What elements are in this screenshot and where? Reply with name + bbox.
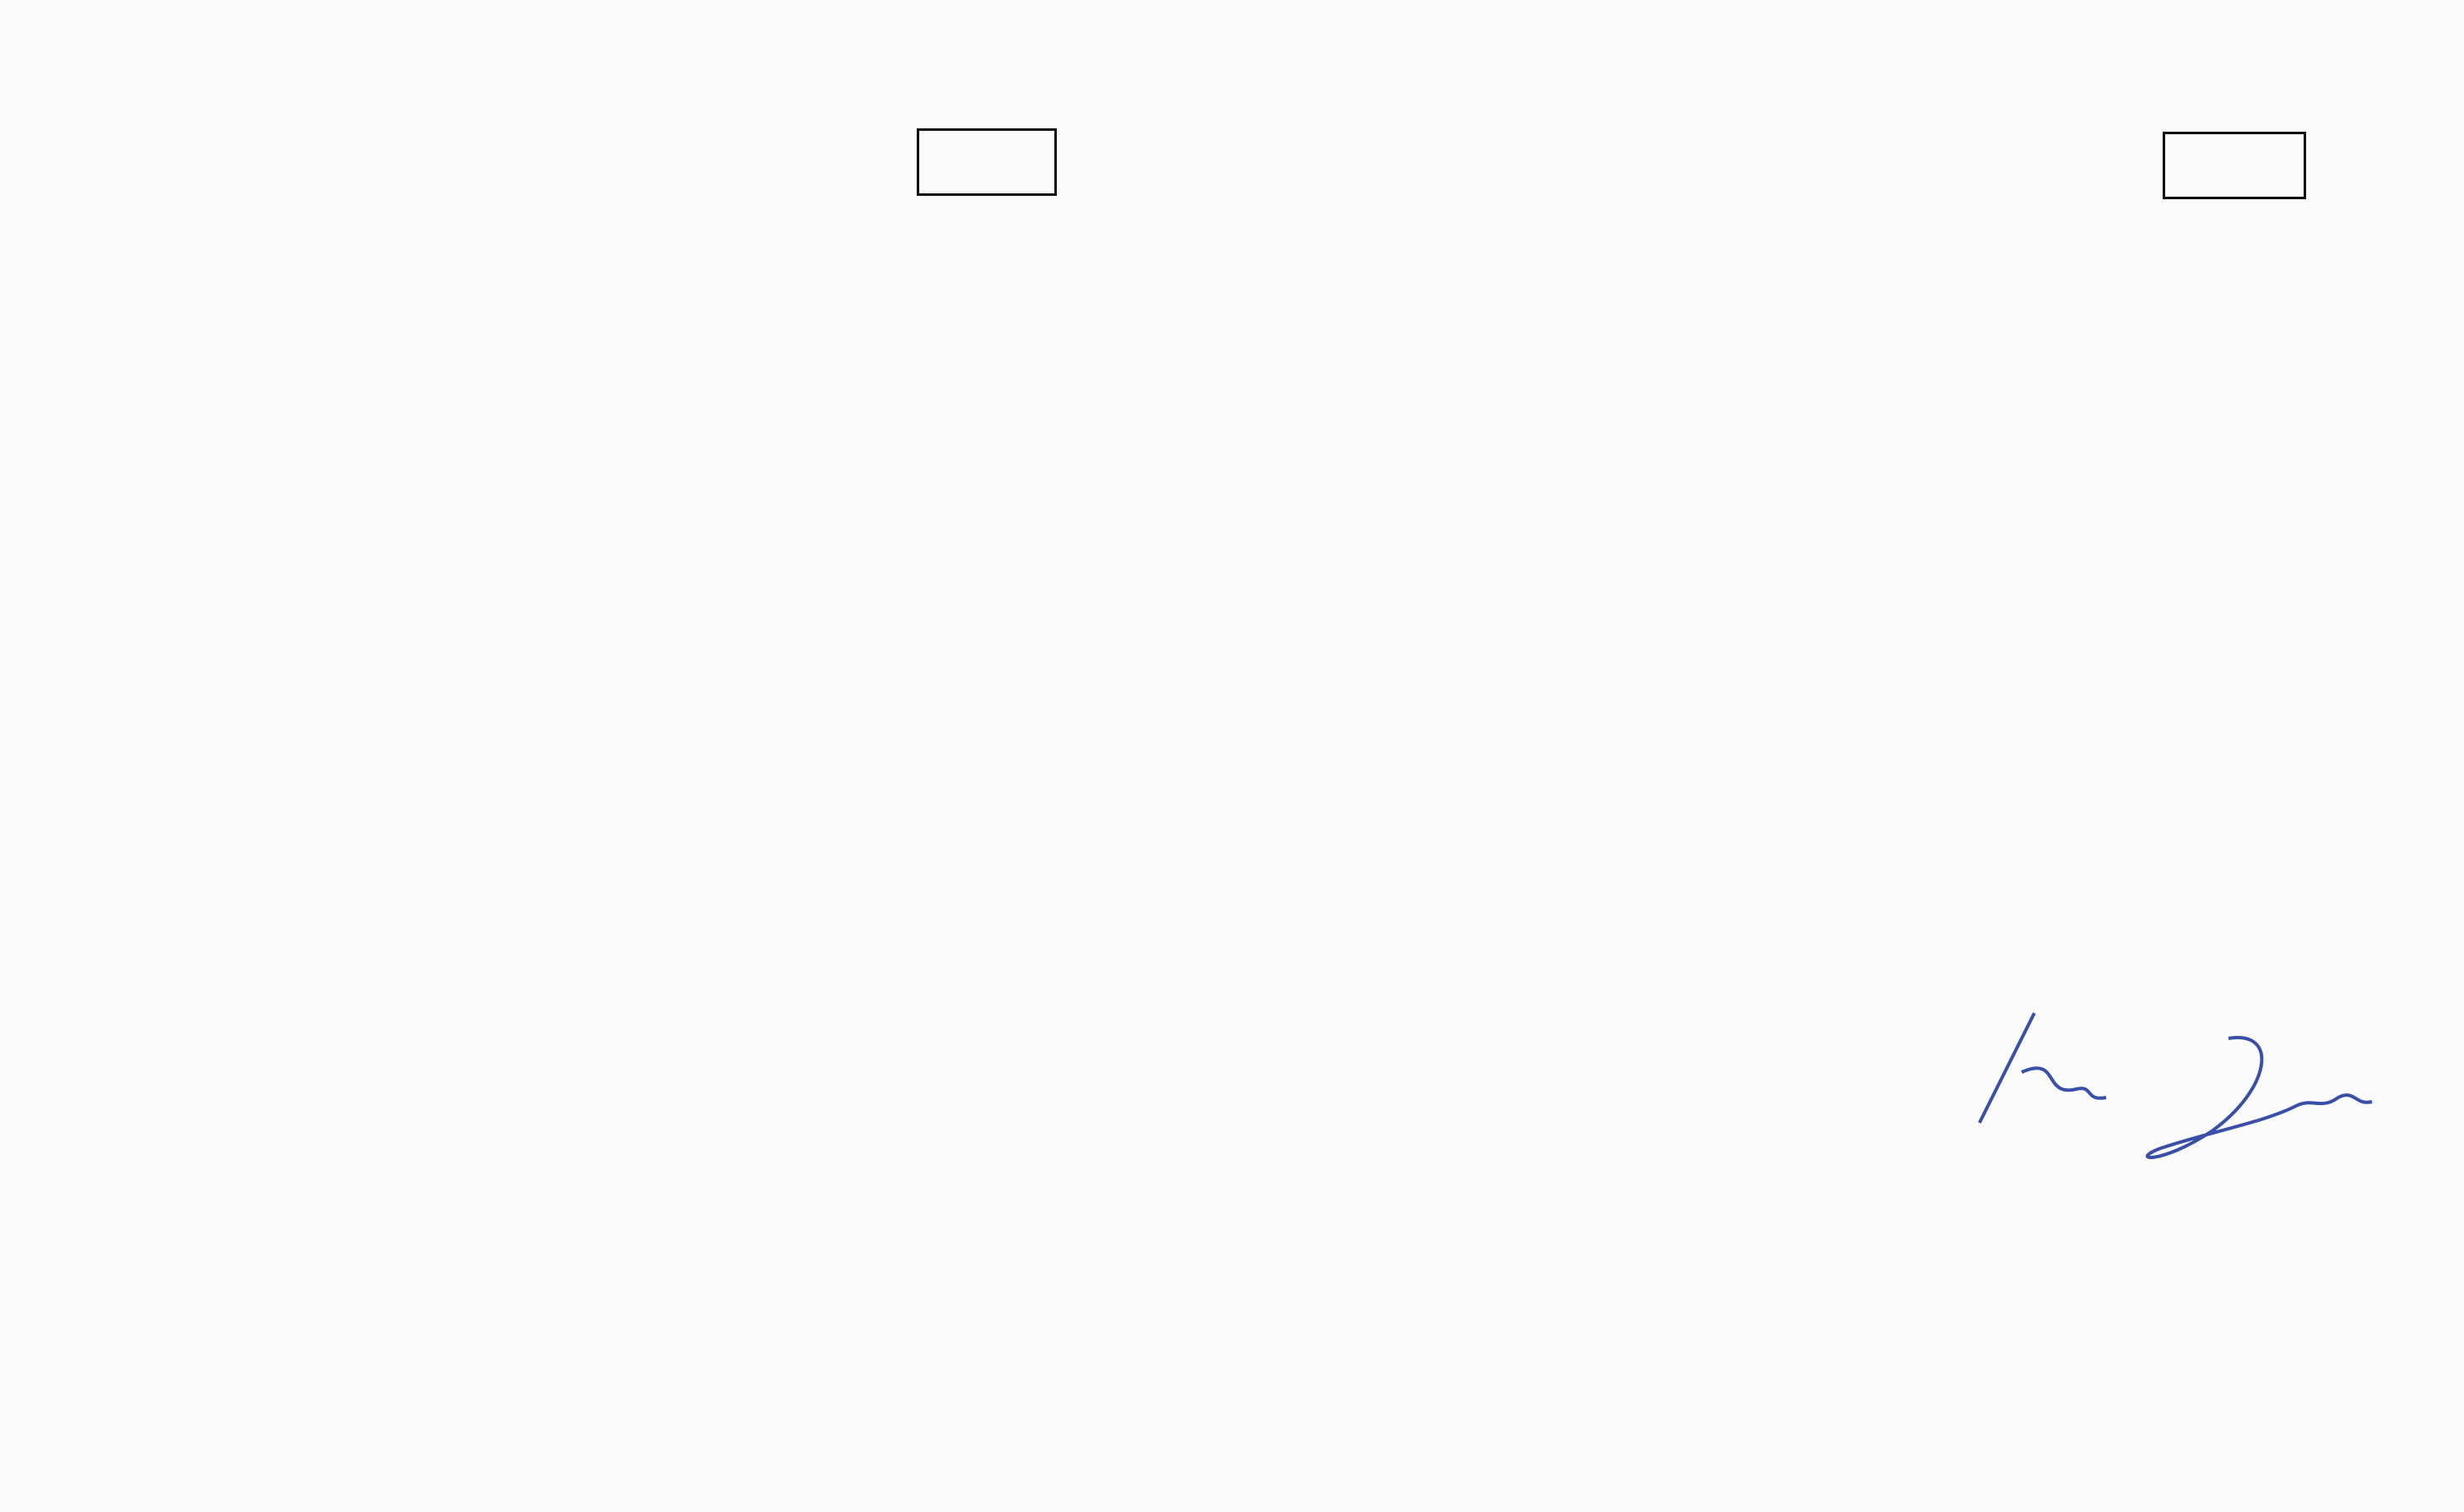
serving-suspension-swatch xyxy=(1059,1459,1156,1488)
